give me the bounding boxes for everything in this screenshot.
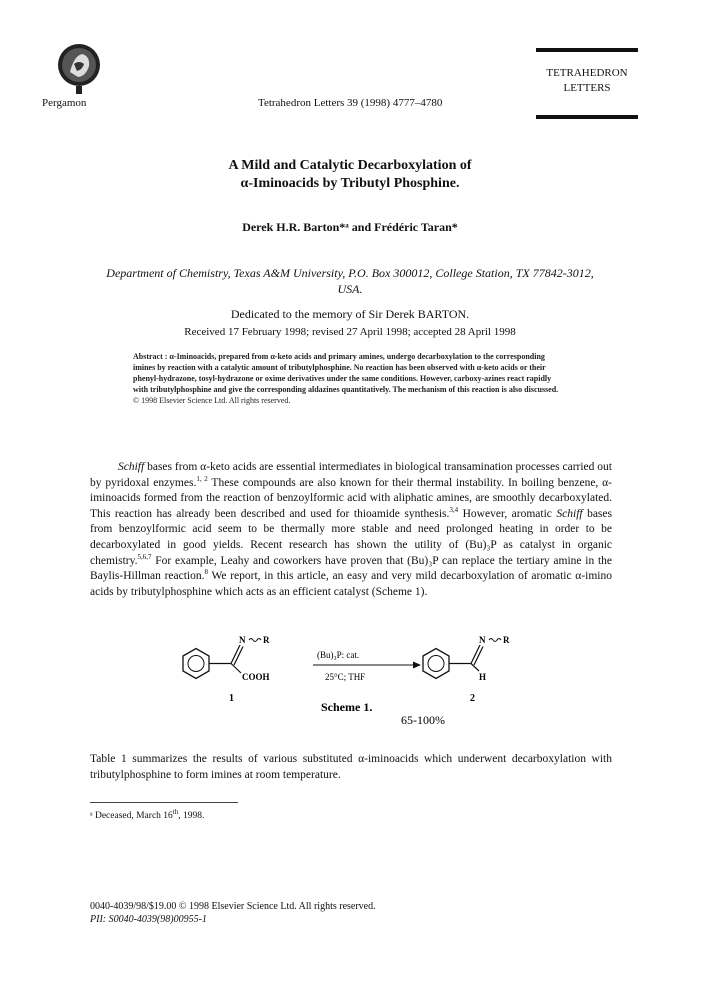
scheme-1-diagram [165,625,535,735]
imine-acid-bonds [209,639,261,674]
ref-5-7: 5,6,7 [137,552,152,561]
p1-text-f: bases from benzoylformic acid seem to be thermally more stable and need prolonged heating in order to be decarboxylated in good yields. Recent research has shown the utility of (Bu)₃P as catalyst in organic chemistry. [90,507,612,567]
publisher-name: Pergamon [42,97,87,109]
footnote-text-a: ᵃ Deceased, March 16 [90,811,173,821]
elsevier-tree-logo-icon [56,42,102,96]
schiff-italic-1: Schiff [118,461,145,473]
schiff-italic-2: Schiff [556,507,583,520]
issn-line: 0040-4039/98/$19.00 © 1998 Elsevier Science Ltd. All rights reserved. [90,901,376,912]
dedication: Dedicated to the memory of Sir Derek BARTON. [230,307,470,321]
conditions-label: 25°C; THF [325,672,366,682]
received-dates: Received 17 February 1998; revised 27 April 1998; accepted 28 April 1998 [184,326,516,338]
article-title [130,157,570,193]
body-paragraph-1 [90,460,612,600]
yield-label: 65-100% [401,713,445,727]
footnote-rule [90,802,238,803]
footnote-text-b: , 1998. [178,811,205,821]
issn-block [90,900,376,926]
r-group-label-2: R [503,635,510,645]
affiliation [80,265,620,297]
r-group-label-1: R [263,635,270,645]
nitrogen-label-1: N [239,635,246,645]
p1-text-c: These compounds are also known for their thermal instability. In boiling benzene, α-iminoacids formed from the reaction of benzoylformic acid with aliphatic amines, are smoothly decarboxylated. This reaction has already been described and used for thioamide synthesis. [90,476,612,520]
journal-name-line2: LETTERS [563,82,611,94]
cooh-label: COOH [242,672,270,682]
footnote [90,807,205,821]
compound-number-1: 1 [229,693,234,704]
header-rule-top [536,48,638,52]
title-line2: α-Iminoacids by Tributyl Phosphine. [240,176,460,191]
reaction-arrowhead [413,662,421,669]
reagent-label: (Bu)₃P: cat. [317,650,360,660]
body-paragraph-2: Table 1 summarizes the results of various substituted α-iminoacids which underwent decarboxylation with tributylphosphine to form imines at room temperature. [90,753,612,781]
abstract-text: Abstract : α-Iminoacids, prepared from α-keto acids and primary amines, undergo decarboxylation to the corresponding imines by reaction with a catalytic amount of tributylphosphine. No reaction has been observed with α-keto acids or their phenyl-hydrazone, tosyl-hydrazone or oxime derivatives under the same conditions. However, carboxy-azines react rapidly with tributylphosphine and give the corresponding aldazines quantitatively. The mechanism of this reaction is also discussed. [133,352,559,394]
ref-1-2: 1, 2 [196,474,208,483]
p1-text-d: However, aromatic [458,507,557,520]
p1-text-b: bases from α-keto acids are essential intermediates in biological transamination processes carried out by pyridoxal enzymes. [90,461,612,489]
journal-name-line1: TETRAHEDRON [546,67,628,79]
affiliation-line2: USA. [337,282,363,296]
abstract [133,351,565,406]
affiliation-line1: Department of Chemistry, Texas A&M University, P.O. Box 300012, College Station, TX 77842-3012, [106,266,594,280]
p1-text-h: We report, in this article, an easy and very mild decarboxylation of aromatic α-imino acids by tributylphosphine which acts as an efficient catalyst (Scheme 1). [90,570,612,598]
compound-number-2: 2 [470,693,475,704]
benzene-ring-right [423,649,449,679]
abstract-copyright: © 1998 Elsevier Science Ltd. All rights reserved. [133,396,291,405]
journal-name [536,66,638,96]
journal-reference: Tetrahedron Letters 39 (1998) 4777–4780 [258,97,443,109]
benzene-ring-left [183,649,209,679]
scheme-caption: Scheme 1. [321,700,373,714]
p1-text-g: For example, Leahy and coworkers have proven that (Bu)₃P can replace the tertiary amine in the Baylis-Hillman reaction. [90,554,612,583]
pii-line: PII: S0040-4039(98)00955-1 [90,914,207,925]
title-line1: A Mild and Catalytic Decarboxylation of [228,158,472,173]
footnote-sup: th [172,807,179,816]
header-rule-bottom [536,115,638,119]
ref-8: 8 [204,568,209,577]
hydrogen-label: H [479,672,487,682]
imine-product-bonds [449,639,501,672]
nitrogen-label-2: N [479,635,486,645]
ref-3-4: 3,4 [449,505,459,514]
authors: Derek H.R. Barton*ᵃ and Frédéric Taran* [242,220,458,234]
